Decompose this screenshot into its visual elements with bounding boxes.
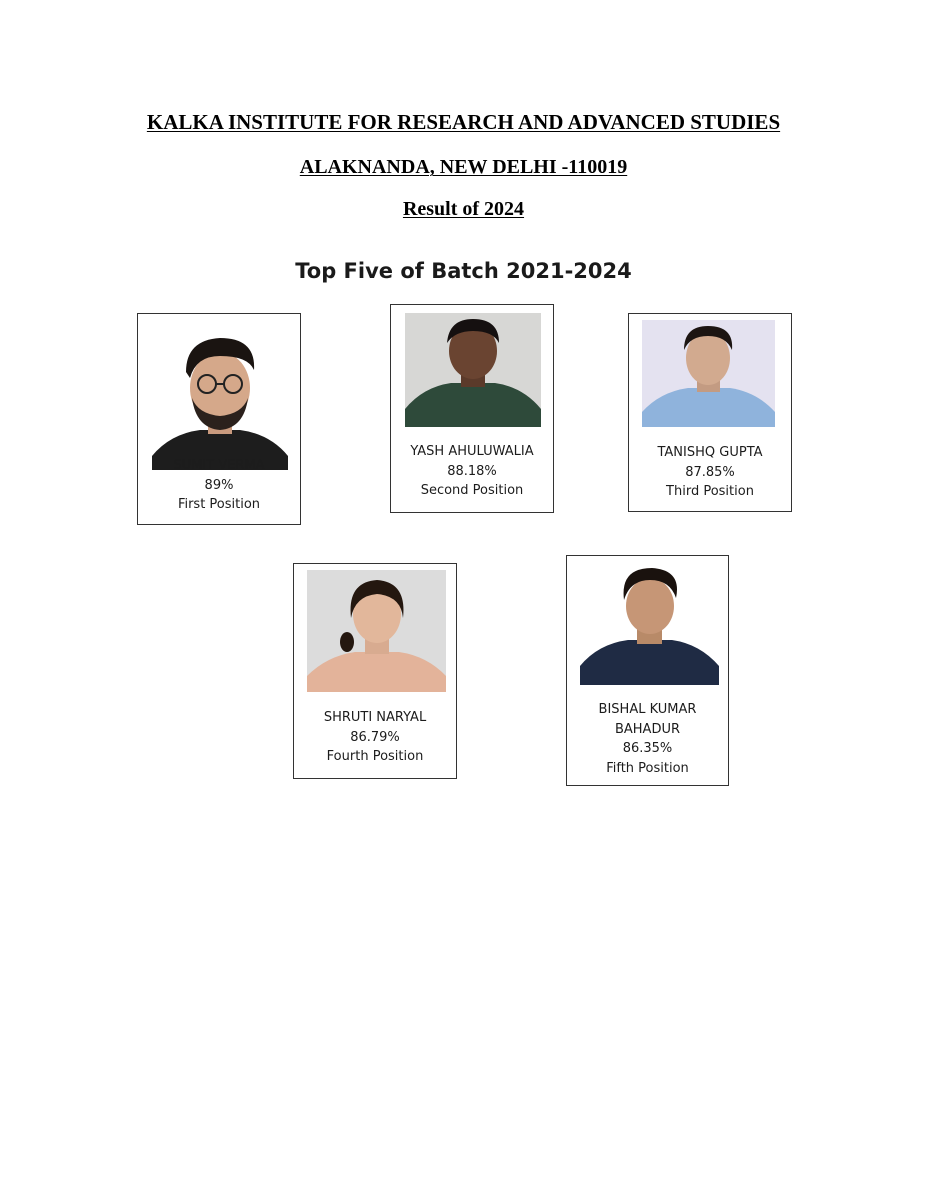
topper-photo <box>580 564 719 685</box>
topper-photo <box>642 320 775 427</box>
topper-photo <box>405 313 541 427</box>
topper-caption <box>567 700 728 778</box>
topper-caption <box>294 708 456 767</box>
topper-percentage: 86.35% <box>622 741 673 756</box>
topper-card-fifth <box>566 555 729 786</box>
topper-caption <box>629 443 791 502</box>
topper-name: TANISHQ GUPTA <box>657 445 763 460</box>
topper-percentage: 89% <box>204 477 234 493</box>
batch-title: Top Five of Batch 2021-2024 <box>295 259 632 283</box>
topper-photo <box>307 570 446 692</box>
topper-position: Fifth Position <box>606 760 689 776</box>
topper-card-first <box>137 313 301 525</box>
topper-name-line-2: BAHADUR <box>614 721 681 737</box>
topper-position: First Position <box>177 497 261 512</box>
topper-position: Second Position <box>420 483 524 498</box>
topper-caption <box>391 442 553 501</box>
topper-photo <box>150 326 290 470</box>
topper-name: SHRUTI NARYAL <box>323 710 427 725</box>
topper-card-second <box>390 304 554 513</box>
topper-card-fourth <box>293 563 457 779</box>
topper-position: Third Position <box>666 484 754 499</box>
topper-position: Fourth Position <box>326 749 424 764</box>
result-title: Result of 2024 <box>402 198 525 220</box>
institute-address: ALAKNANDA, NEW DELHI -110019 <box>299 156 628 178</box>
topper-card-third <box>628 313 792 512</box>
topper-caption <box>138 456 300 515</box>
topper-percentage: 88.18% <box>447 463 497 479</box>
topper-percentage: 87.85% <box>685 464 735 480</box>
topper-percentage: 86.79% <box>350 729 400 745</box>
topper-name: SUMIT VERMA <box>173 458 265 473</box>
institute-name: KALKA INSTITUTE FOR RESEARCH AND ADVANCED STUDIES <box>146 110 781 134</box>
topper-name-line-1: BISHAL KUMAR <box>598 702 697 717</box>
topper-name: YASH AHULUWALIA <box>410 444 534 459</box>
